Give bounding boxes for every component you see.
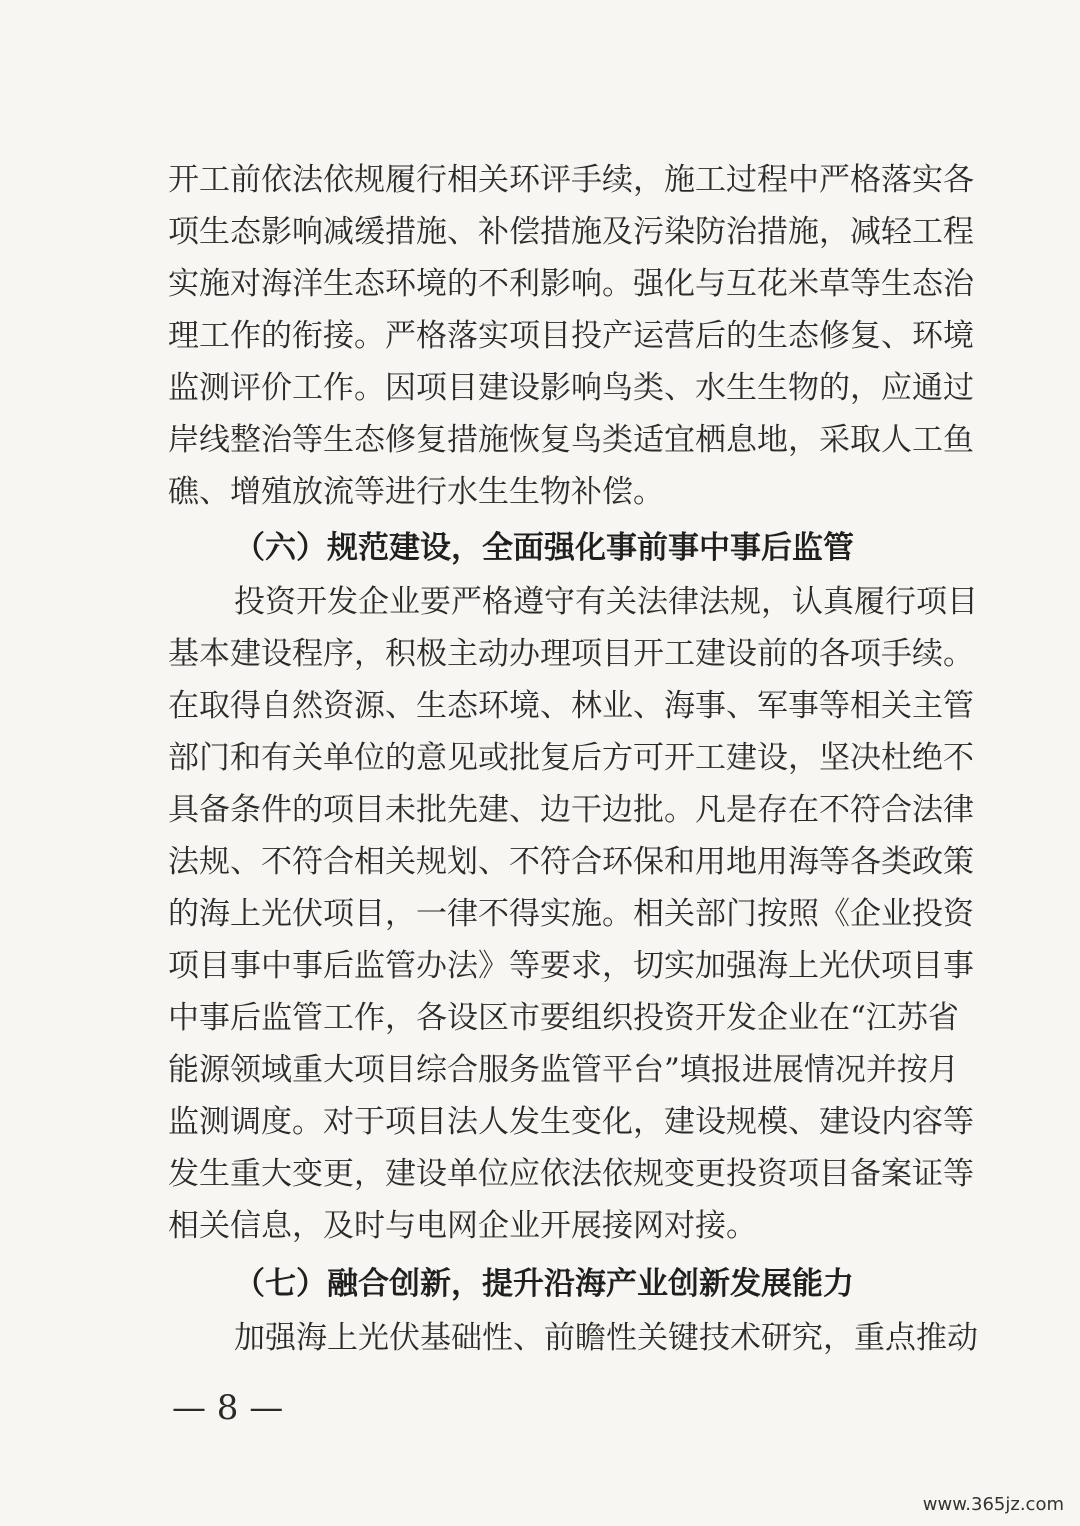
- text-line: 理工作的衔接。严格落实项目投产运营后的生态修复、环境: [168, 318, 974, 354]
- text-line: 加强海上光伏基础性、前瞻性关键技术研究，重点推动: [234, 1320, 978, 1356]
- text-line: 相关信息，及时与电网企业开展接网对接。: [168, 1208, 757, 1244]
- page-number: — 8 —: [172, 1388, 284, 1428]
- text-line: 礁、增殖放流等进行水生生物补偿。: [168, 474, 664, 510]
- text-line: 具备条件的项目未批先建、边干边批。凡是存在不符合法律: [168, 792, 974, 828]
- text-line: 开工前依法依规履行相关环评手续，施工过程中严格落实各: [168, 162, 974, 198]
- watermark: www.365jz.com: [922, 1494, 1064, 1515]
- section-heading: （六）规范建设，全面强化事前事中事后监管: [234, 530, 854, 566]
- text-line: 岸线整治等生态修复措施恢复鸟类适宜栖息地，采取人工鱼: [168, 422, 974, 458]
- text-line: 在取得自然资源、生态环境、林业、海事、军事等相关主管: [168, 688, 974, 724]
- text-line: 中事后监管工作，各设区市要组织投资开发企业在“江苏省: [168, 1000, 959, 1036]
- text-line: 能源领域重大项目综合服务监管平台”填报进展情况并按月: [168, 1052, 959, 1088]
- text-line: 基本建设程序，积极主动办理项目开工建设前的各项手续。: [168, 636, 974, 672]
- text-line: 的海上光伏项目，一律不得实施。相关部门按照《企业投资: [168, 896, 974, 932]
- text-line: 发生重大变更，建设单位应依法依规变更投资项目备案证等: [168, 1156, 974, 1192]
- text-line: 监测调度。对于项目法人发生变化，建设规模、建设内容等: [168, 1104, 974, 1140]
- text-line: 监测评价工作。因项目建设影响鸟类、水生生物的，应通过: [168, 370, 974, 406]
- section-heading: （七）融合创新，提升沿海产业创新发展能力: [234, 1266, 854, 1302]
- text-line: 部门和有关单位的意见或批复后方可开工建设，坚决杜绝不: [168, 740, 974, 776]
- text-line: 投资开发企业要严格遵守有关法律法规，认真履行项目: [234, 584, 978, 620]
- text-line: 法规、不符合相关规划、不符合环保和用地用海等各类政策: [168, 844, 974, 880]
- text-line: 项目事中事后监管办法》等要求，切实加强海上光伏项目事: [168, 948, 974, 984]
- text-line: 项生态影响减缓措施、补偿措施及污染防治措施，减轻工程: [168, 214, 974, 250]
- text-line: 实施对海洋生态环境的不利影响。强化与互花米草等生态治: [168, 266, 974, 302]
